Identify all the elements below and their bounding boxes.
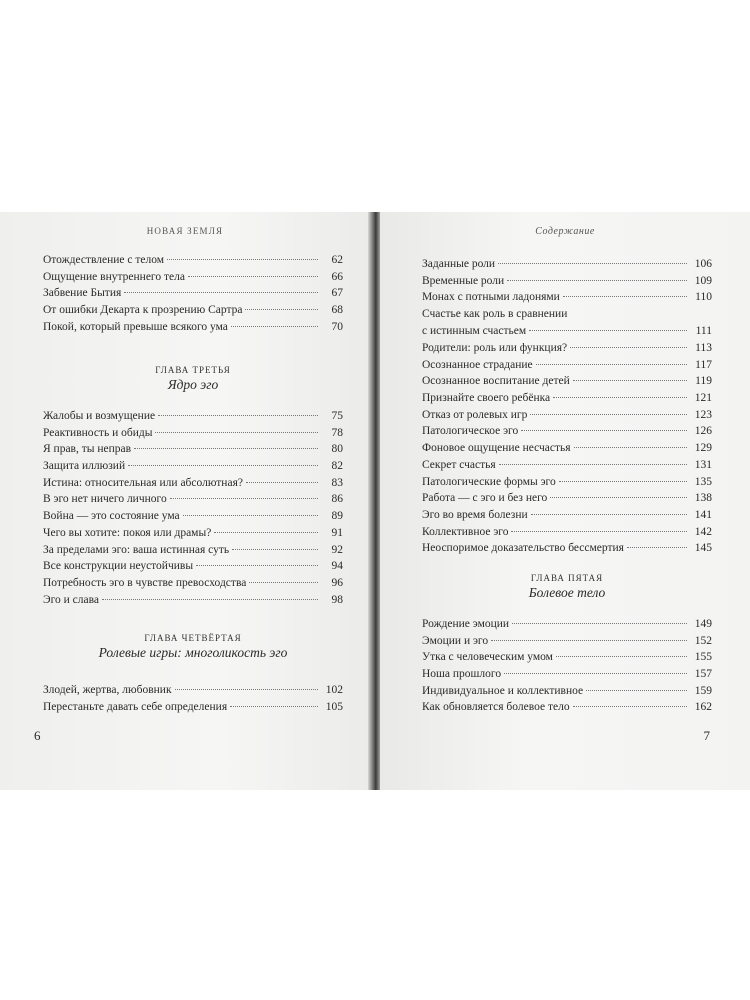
toc-entry-page: 119: [695, 375, 712, 388]
toc-entry-page: 138: [694, 492, 712, 505]
toc-entry: [422, 666, 712, 683]
leader-dots: [245, 309, 318, 310]
toc-entry-title: Эго и слава: [43, 593, 100, 606]
leader-dots: [167, 259, 318, 260]
toc-entry: [422, 373, 712, 390]
toc-entry-page: 105: [325, 700, 343, 713]
toc-entry-page: 157: [694, 668, 712, 681]
leader-dots: [175, 689, 318, 690]
leader-dots: [586, 690, 687, 691]
toc-entry-title: Эмоции и эго: [422, 634, 489, 647]
toc-entry-page: 131: [694, 458, 712, 471]
toc-entry-page: 141: [694, 508, 712, 521]
toc-entry-page: 162: [694, 701, 712, 714]
leader-dots: [574, 447, 687, 448]
book-spread: [0, 212, 750, 790]
toc-wrapped-entry: [422, 306, 712, 339]
toc-entry-title: За пределами эго: ваша истинная суть: [43, 543, 230, 556]
toc-entry-title: Родители: роль или функция?: [422, 342, 568, 354]
leader-dots: [499, 464, 687, 465]
toc-entry: [43, 285, 343, 302]
toc-entry: [422, 683, 712, 700]
toc-entry-title: Неоспоримое доказательство бессмертия: [422, 542, 624, 555]
leader-dots: [553, 397, 687, 398]
toc-entry-page: 106: [694, 258, 712, 270]
toc-entry-page: 67: [331, 287, 343, 300]
toc-entry: [43, 592, 343, 609]
leader-dots: [230, 706, 318, 707]
toc-entry: [422, 323, 712, 340]
toc-entry-page: 94: [331, 560, 343, 573]
toc-entry-title: Коллективное эго: [422, 525, 509, 538]
toc-entry-page: 83: [331, 476, 343, 489]
toc-entry-page: 110: [695, 291, 712, 304]
toc-entry: [422, 457, 712, 474]
toc-entry-title: Эго во время болезни: [422, 508, 528, 521]
toc-entry: [43, 699, 343, 716]
toc-entry-title: Перестаньте давать себе определения: [43, 700, 228, 713]
toc-entry-page: 96: [331, 576, 343, 589]
toc-entry: [422, 490, 712, 507]
toc-entry-page: 82: [331, 460, 343, 473]
toc-entry-page: 80: [331, 443, 343, 456]
leader-dots: [573, 706, 687, 707]
leader-dots: [231, 326, 318, 327]
toc-entry-page: 102: [325, 684, 343, 696]
toc-entry: [43, 408, 343, 425]
toc-entry-title: Временные роли: [422, 274, 505, 287]
leader-dots: [128, 465, 318, 466]
toc-entry: [422, 390, 712, 407]
toc-right-top-list: [422, 256, 712, 306]
chapter-title: Ролевые игры: многоликость эго: [98, 645, 288, 660]
toc-entry: [43, 319, 343, 336]
toc-entry: [422, 357, 712, 374]
chapter-4-heading: [43, 632, 343, 662]
toc-chapter-3-list: [43, 408, 343, 608]
toc-entry-title: Отождествление с телом: [43, 254, 165, 266]
toc-entry-page: 155: [694, 651, 712, 664]
toc-entry-page: 75: [331, 410, 343, 422]
leader-dots: [102, 599, 318, 600]
leader-dots: [507, 280, 687, 281]
toc-entry-page: 78: [331, 426, 343, 439]
toc-entry-title: Работа — с эго и без него: [422, 492, 548, 505]
leader-dots: [188, 276, 318, 277]
toc-entry: [422, 407, 712, 424]
toc-entry-title: Монах с потными ладонями: [422, 291, 560, 304]
toc-entry-page: 98: [331, 593, 343, 606]
toc-entry-title: Реактивность и обиды: [43, 426, 153, 439]
leader-dots: [214, 532, 318, 533]
toc-entry-title: Патологические формы эго: [422, 475, 556, 488]
toc-entry: [422, 256, 712, 273]
toc-entry-page: 92: [331, 543, 343, 556]
toc-entry: [422, 423, 712, 440]
toc-entry: [43, 575, 343, 592]
toc-entry-page: 149: [694, 618, 712, 630]
toc-entry: [43, 252, 343, 269]
toc-entry-title: Я прав, ты неправ: [43, 443, 132, 456]
toc-entry-page: 86: [331, 493, 343, 506]
leader-dots: [530, 414, 687, 415]
toc-entry-line: [422, 306, 712, 323]
toc-entry: [43, 682, 343, 699]
toc-chapter-5-list: [422, 616, 712, 716]
toc-entry-title: Осознанное страдание: [422, 358, 533, 371]
leader-dots: [627, 547, 687, 548]
page-number-right: 7: [703, 728, 710, 743]
toc-entry-title: В эго нет ничего личного: [43, 493, 167, 506]
toc-entry: [422, 633, 712, 650]
toc-entry: [422, 507, 712, 524]
toc-entry-page: 129: [694, 442, 712, 455]
toc-entry-title: Все конструкции неустойчивы: [43, 560, 194, 573]
toc-entry-title: Ноша прошлого: [422, 668, 502, 681]
toc-entry-title: Как обновляется болевое тело: [422, 701, 570, 714]
toc-entry: [43, 558, 343, 575]
leader-dots: [124, 292, 318, 293]
toc-entry: [422, 616, 712, 633]
running-head-right: Содержание: [535, 226, 595, 237]
toc-entry-title: Патологическое эго: [422, 425, 519, 438]
toc-entry-page: 66: [331, 270, 343, 283]
toc-entry: [43, 525, 343, 542]
toc-entry-title: Покой, который превыше всякого ума: [43, 320, 228, 333]
leader-dots: [573, 380, 687, 381]
toc-entry-title: Война — это состояние ума: [43, 510, 180, 523]
toc-entry: [43, 441, 343, 458]
toc-entry-page: 70: [331, 320, 343, 333]
toc-entry: [43, 302, 343, 319]
leader-dots: [498, 263, 687, 264]
toc-entry: [422, 289, 712, 306]
toc-entry: [422, 699, 712, 716]
toc-entry: [422, 273, 712, 290]
toc-entry-page: 126: [694, 425, 712, 438]
left-page: [0, 212, 370, 790]
toc-entry-title: Секрет счастья: [422, 458, 496, 471]
right-page: [380, 212, 750, 790]
toc-entry-page: 91: [331, 526, 343, 539]
toc-entry-title: Осознанное воспитание детей: [422, 375, 570, 388]
toc-entry-page: 113: [695, 342, 712, 354]
toc-entry-page: 135: [694, 475, 712, 488]
leader-dots: [158, 415, 318, 416]
toc-entry: [422, 440, 712, 457]
toc-intro-list: [43, 252, 343, 335]
chapter-5-heading: [422, 572, 712, 602]
toc-entry-page: 142: [694, 525, 712, 538]
toc-entry: [43, 475, 343, 492]
toc-entry-title: Отказ от ролевых игр: [422, 408, 528, 421]
leader-dots: [511, 531, 687, 532]
leader-dots: [531, 514, 687, 515]
toc-entry-page: 62: [331, 254, 343, 266]
leader-dots: [559, 481, 687, 482]
toc-entry: [43, 491, 343, 508]
chapter-label: ГЛАВА ТРЕТЬЯ: [155, 365, 231, 375]
toc-entry: [43, 508, 343, 525]
toc-entry-title: Злодей, жертва, любовник: [43, 684, 172, 696]
toc-entry-title: Жалобы и возмущение: [43, 410, 156, 422]
leader-dots: [170, 498, 318, 499]
toc-entry: [43, 458, 343, 475]
leader-dots: [570, 347, 687, 348]
chapter-label: ГЛАВА ЧЕТВЁРТАЯ: [144, 633, 242, 643]
toc-entry-title: Ощущение внутреннего тела: [43, 270, 185, 283]
toc-entry: [422, 340, 712, 357]
toc-entry-title: Забвение Бытия: [43, 287, 122, 300]
toc-entry-page: 111: [695, 324, 712, 337]
toc-entry-page: 117: [695, 358, 712, 371]
toc-entry: [422, 474, 712, 491]
leader-dots: [512, 623, 687, 624]
toc-entry-title: Индивидуальное и коллективное: [422, 684, 584, 697]
chapter-label: ГЛАВА ПЯТАЯ: [530, 573, 604, 583]
leader-dots: [563, 296, 687, 297]
leader-dots: [529, 330, 687, 331]
leader-dots: [196, 565, 318, 566]
toc-entry-page: 145: [694, 542, 712, 555]
toc-right-bottom-list: [422, 340, 712, 557]
leader-dots: [550, 497, 687, 498]
chapter-title: Болевое тело: [528, 585, 606, 600]
toc-entry-title: Рождение эмоции: [422, 618, 510, 630]
toc-entry: [43, 542, 343, 559]
chapter-title: Ядро эго: [167, 377, 219, 392]
leader-dots: [134, 448, 318, 449]
leader-dots: [536, 364, 687, 365]
toc-entry-page: 109: [694, 274, 712, 287]
leader-dots: [246, 482, 318, 483]
leader-dots: [232, 549, 318, 550]
toc-entry: [43, 425, 343, 442]
toc-entry-title: Признайте своего ребёнка: [422, 392, 551, 405]
toc-entry-page: 159: [694, 684, 712, 697]
toc-entry-title: Заданные роли: [422, 258, 496, 270]
leader-dots: [183, 515, 318, 516]
leader-dots: [491, 640, 687, 641]
leader-dots: [556, 656, 687, 657]
toc-entry-page: 89: [331, 510, 343, 523]
toc-entry-title: Счастье как роль в сравнении: [422, 308, 568, 320]
chapter-3-heading: [43, 364, 343, 394]
toc-entry: [422, 524, 712, 541]
leader-dots: [249, 582, 318, 583]
toc-entry-title: Потребность эго в чувстве превосходства: [43, 576, 247, 589]
leader-dots: [155, 432, 318, 433]
toc-chapter-4-list: [43, 682, 343, 715]
toc-entry: [422, 649, 712, 666]
leader-dots: [504, 673, 687, 674]
toc-entry-page: 121: [694, 392, 712, 405]
leader-dots: [521, 430, 687, 431]
toc-entry-title: От ошибки Декарта к прозрению Сартра: [43, 304, 243, 317]
toc-entry-page: 68: [331, 304, 343, 317]
toc-entry-title: Чего вы хотите: покоя или драмы?: [43, 526, 212, 539]
page-number-left: 6: [34, 728, 41, 743]
toc-entry-title: Истина: относительная или абсолютная?: [43, 476, 243, 489]
toc-entry-page: 123: [694, 408, 712, 421]
toc-entry-page: 152: [694, 634, 712, 647]
running-head-left: НОВАЯ ЗЕМЛЯ: [146, 226, 224, 236]
toc-entry: [43, 269, 343, 286]
toc-entry-title: Утка с человеческим умом: [422, 651, 553, 664]
toc-entry: [422, 540, 712, 557]
toc-entry-title: Защита иллюзий: [43, 460, 126, 473]
toc-entry-title: Фоновое ощущение несчастья: [422, 442, 571, 455]
toc-entry-title: с истинным счастьем: [422, 324, 527, 337]
